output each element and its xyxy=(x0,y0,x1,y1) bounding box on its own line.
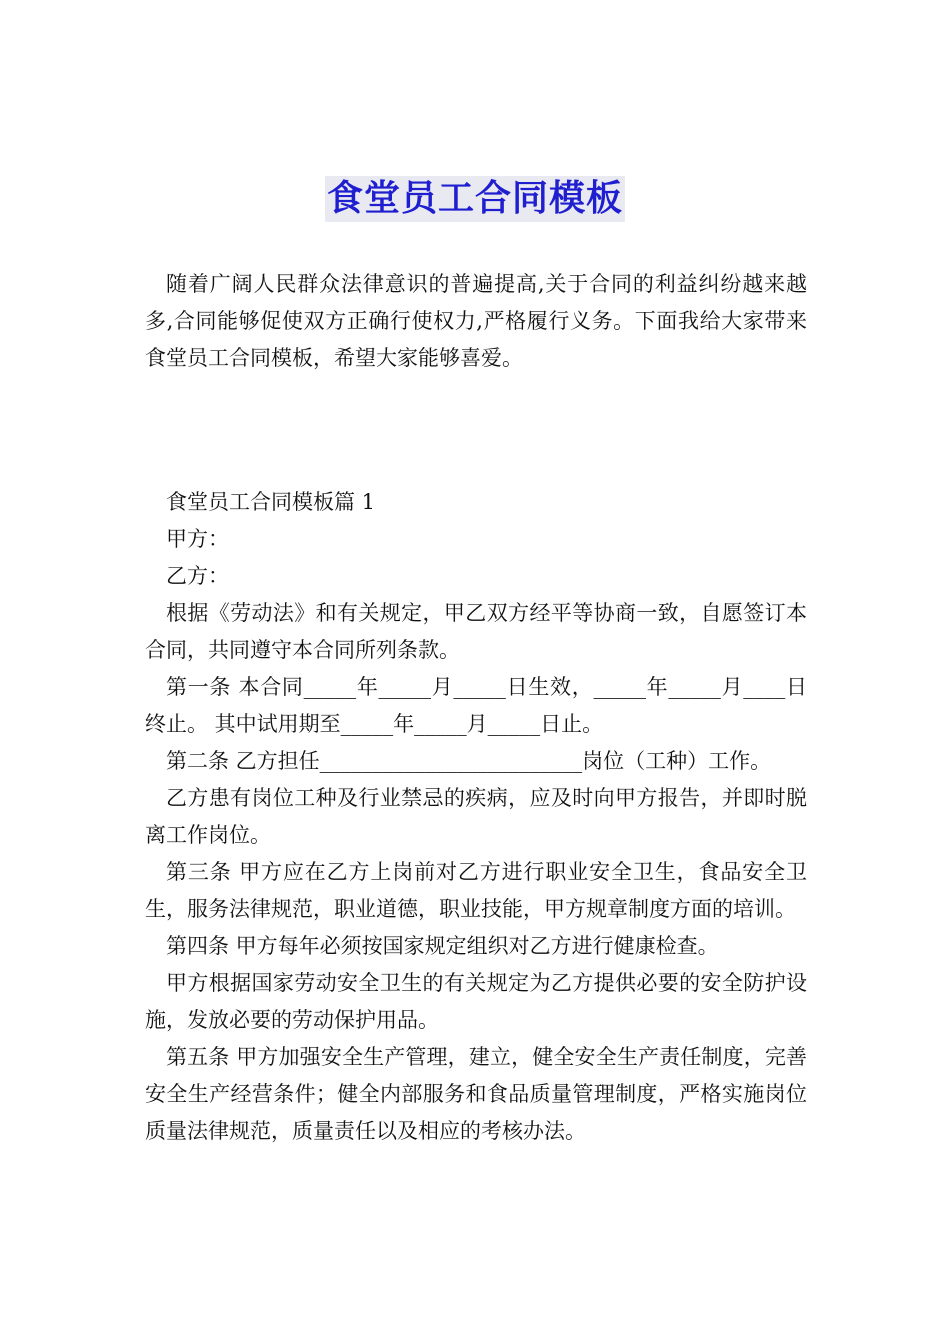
article-5: 第五条 甲方加强安全生产管理，建立，健全安全生产责任制度，完善安全生产经营条件；健全内部服务和食品质量管理制度，严格实施岗位质量法律规范，质量责任以及相应的考核办法。 xyxy=(145,1045,807,1143)
article-4-note: 甲方根据国家劳动安全卫生的有关规定为乙方提供必要的安全防护设施，发放必要的劳动保护用品。 xyxy=(145,971,807,1032)
title-container xyxy=(0,176,950,222)
intro-paragraph: 随着广阔人民群众法律意识的普遍提高,关于合同的利益纠纷越来越多,合同能够促使双方正确行使权力,严格履行义务。下面我给大家带来食堂员工合同模板，希望大家能够喜爱。 xyxy=(145,272,807,370)
party-b-line: 乙方： xyxy=(166,564,229,588)
article-4: 第四条 甲方每年必须按国家规定组织对乙方进行健康检查。 xyxy=(166,934,719,958)
article-1: 第一条 本合同_____年_____月_____日生效，_____年_____月____日终止。 其中试用期至_____年_____月_____日止。 xyxy=(145,675,807,736)
article-3: 第三条 甲方应在乙方上岗前对乙方进行职业安全卫生，食品安全卫生，服务法律规范，职业道德，职业技能，甲方规章制度方面的培训。 xyxy=(145,860,807,921)
preamble-paragraph: 根据《劳动法》和有关规定，甲乙双方经平等协商一致，自愿签订本合同，共同遵守本合同所列条款。 xyxy=(145,601,807,662)
article-2: 第二条 乙方担任_________________________岗位（工种）工作。 xyxy=(166,749,772,773)
section-heading: 食堂员工合同模板篇 1 xyxy=(166,490,376,514)
document-title: 食堂员工合同模板 xyxy=(325,176,625,222)
contract-body xyxy=(145,484,807,1150)
article-2-note: 乙方患有岗位工种及行业禁忌的疾病，应及时向甲方报告，并即时脱离工作岗位。 xyxy=(145,786,807,847)
party-a-line: 甲方： xyxy=(166,527,229,551)
